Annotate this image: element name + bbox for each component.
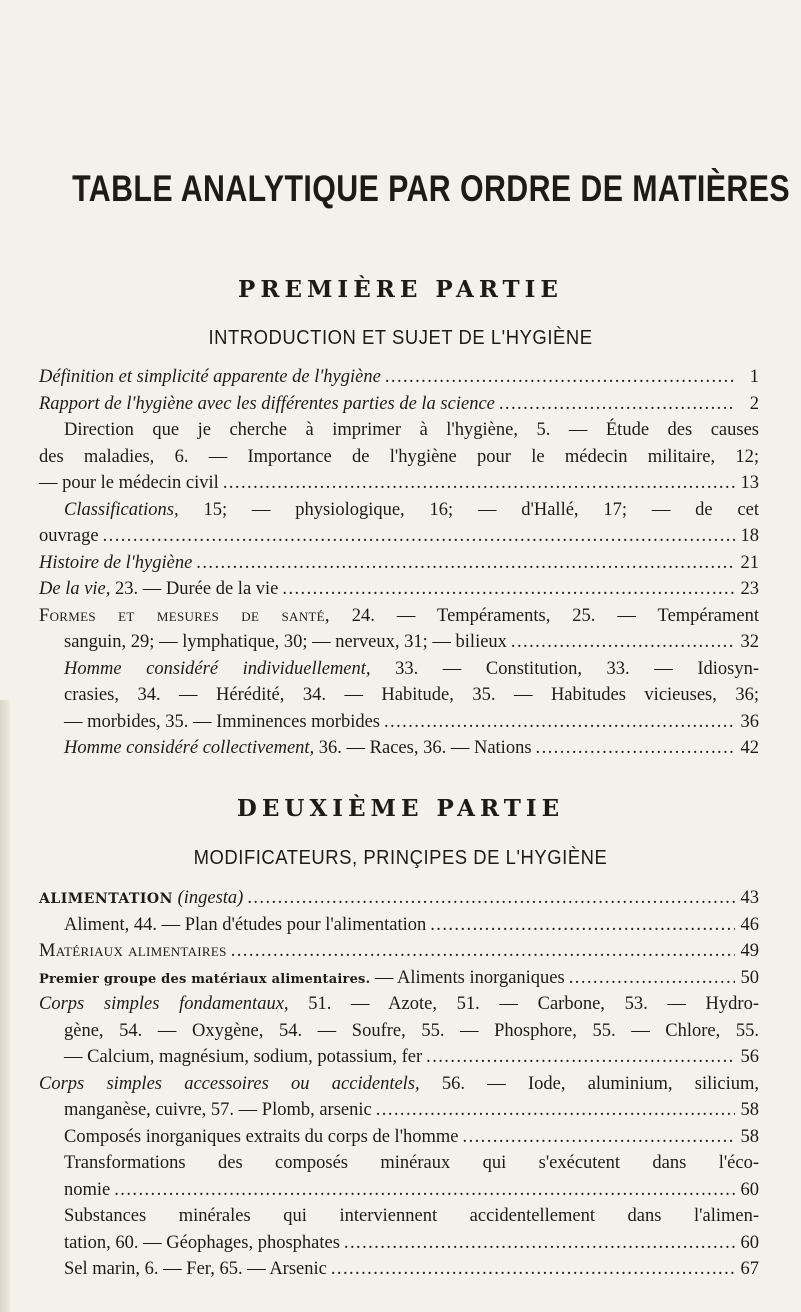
toc-entry-text: Rapport de l'hygiène avec les différentes parties de la science — [39, 393, 495, 414]
toc-entry-continuation — [39, 1230, 759, 1257]
toc-entry-text: nomie — [64, 1179, 111, 1200]
toc-entry-continuation — [39, 709, 759, 736]
toc-part-two — [39, 885, 759, 1283]
toc-entry-text: Histoire de l'hygiène — [39, 552, 193, 573]
toc-entry-text: Transformations des composés minéraux qui s'exécutent dans l'éco- — [64, 1153, 759, 1173]
toc-entry — [39, 656, 759, 683]
dot-leader — [344, 1230, 735, 1257]
toc-entry-text — [64, 735, 532, 762]
toc-entry-continuation — [39, 1018, 759, 1045]
page-number: 43 — [740, 888, 759, 908]
dot-leader — [231, 938, 735, 965]
toc-entry-text: crasies, 34. — Hérédité, 34. — Habitude, 35. — Habitudes vicieuses, 36; — [64, 685, 759, 705]
toc-entry — [39, 938, 759, 965]
toc-entry-italic: Corps simples accessoires ou accidentels, — [39, 1073, 420, 1094]
toc-entry — [39, 912, 759, 939]
toc-entry — [39, 364, 759, 391]
toc-entry-bold: ALIMENTATION — [39, 891, 173, 907]
toc-entry-italic: De la vie, — [39, 579, 111, 599]
toc-entry-rest: 23. — Durée de la vie — [110, 579, 279, 599]
toc-entry — [39, 576, 759, 603]
toc-entry-continuation — [39, 1044, 759, 1071]
toc-entry — [39, 1203, 759, 1230]
toc-entry-bold: Premier groupe des matériaux alimentaires. — [39, 971, 371, 987]
toc-entry — [39, 391, 759, 418]
toc-entry-text — [64, 497, 759, 524]
toc-entry-text: Définition et simplicité apparente de l'hygiène — [39, 367, 381, 387]
toc-entry-rest: — Aliments inorganiques — [370, 967, 565, 988]
page-number: 67 — [740, 1259, 759, 1279]
dot-leader — [511, 629, 735, 656]
toc-entry-text: Direction que je cherche à imprimer à l'hygiène, 5. — Étude des causes — [64, 420, 759, 440]
toc-entry-rest: 15; — physiologique, 16; — d'Hallé, 17; — de cet — [178, 499, 759, 520]
toc-entry — [39, 417, 759, 444]
toc-entry-text: — morbides, 35. — Imminences morbides — [64, 711, 380, 732]
page-number: 36 — [740, 711, 759, 732]
toc-entry-rest: 36. — Races, 36. — Nations — [314, 738, 532, 758]
toc-entry-text: sanguin, 29; — lymphatique, 30; — nerveux, 31; — bilieux — [64, 632, 507, 652]
page-number: 21 — [740, 552, 759, 573]
toc-entry-smallcaps: Formes et mesures de santé, — [39, 605, 330, 626]
toc-entry — [39, 1071, 759, 1098]
toc-entry — [39, 1124, 759, 1151]
dot-leader — [384, 709, 735, 736]
toc-entry-text: — pour le médecin civil — [39, 473, 219, 493]
page-number: 23 — [740, 579, 759, 599]
toc-entry-rest: 51. — Azote, 51. — Carbone, 53. — Hydro- — [288, 994, 759, 1014]
toc-entry-italic: Classifications, — [64, 499, 179, 520]
part-one-section-heading: INTRODUCTION ET SUJET DE L'HYGIÈNE — [208, 326, 593, 349]
part-one-heading: PREMIÈRE PARTIE — [238, 276, 563, 303]
page-edge-shadow — [0, 700, 10, 1312]
dot-leader — [196, 550, 735, 577]
page-number: 58 — [740, 1126, 759, 1147]
toc-entry-text: Sel marin, 6. — Fer, 65. — Arsenic — [64, 1259, 327, 1279]
toc-entry-text: des maladies, 6. — Importance de l'hygiène pour le médecin militaire, 12; — [39, 446, 759, 467]
dot-leader — [569, 965, 735, 992]
page-number: 42 — [740, 738, 759, 758]
dot-leader — [331, 1256, 735, 1283]
toc-entry-text — [39, 1071, 759, 1098]
toc-entry-text: manganèse, cuivre, 57. — Plomb, arsenic — [64, 1100, 372, 1120]
toc-entry-text: Composés inorganiques extraits du corps de l'homme — [64, 1126, 459, 1147]
toc-entry-continuation — [39, 682, 759, 709]
dot-leader — [223, 470, 735, 497]
toc-entry — [39, 1150, 759, 1177]
dot-leader — [247, 885, 735, 912]
toc-entry — [39, 965, 759, 992]
toc-entry-italic: (ingesta) — [172, 888, 244, 908]
toc-entry-rest: 24. — Tempéraments, 25. — Tempérament — [329, 605, 759, 626]
toc-entry-continuation — [39, 1177, 759, 1204]
toc-entry-continuation — [39, 629, 759, 656]
page-number: 2 — [749, 393, 759, 414]
page-number: 60 — [740, 1179, 759, 1200]
toc-entry-text — [39, 603, 759, 630]
page-number: 49 — [740, 941, 759, 961]
toc-entry — [39, 497, 759, 524]
toc-entry-text: tation, 60. — Géophages, phosphates — [64, 1232, 340, 1253]
page-number: 1 — [749, 367, 759, 387]
toc-entry-rest: 56. — Iode, aluminium, silicium, — [419, 1073, 759, 1094]
toc-entry-continuation — [39, 470, 759, 497]
toc-entry-text — [64, 656, 759, 683]
toc-entry-continuation — [39, 444, 759, 471]
toc-entry-text: Matériaux alimentaires — [39, 941, 227, 961]
toc-entry — [39, 1256, 759, 1283]
dot-leader — [430, 912, 735, 939]
toc-entry — [39, 550, 759, 577]
page-number: 56 — [740, 1047, 759, 1067]
page-number: 58 — [740, 1100, 759, 1120]
toc-entry — [39, 885, 759, 912]
toc-entry-italic: Corps simples fondamentaux, — [39, 994, 289, 1014]
dot-leader — [499, 391, 735, 418]
dot-leader — [463, 1124, 735, 1151]
dot-leader — [376, 1097, 735, 1124]
toc-entry-text — [39, 991, 759, 1018]
toc-entry-text: gène, 54. — Oxygène, 54. — Soufre, 55. — Phosphore, 55. — Chlore, 55. — [64, 1020, 759, 1041]
part-two-section-heading: MODIFICATEURS, PRINÇIPES DE L'HYGIÈNE — [193, 846, 608, 869]
toc-entry — [39, 735, 759, 762]
part-two-heading: DEUXIÈME PARTIE — [236, 795, 565, 822]
toc-entry-continuation — [39, 523, 759, 550]
dot-leader — [282, 576, 735, 603]
toc-entry — [39, 991, 759, 1018]
dot-leader — [103, 523, 735, 550]
page-number: 13 — [740, 473, 759, 493]
toc-entry-italic: Homme considéré individuellement, — [64, 658, 371, 679]
dot-leader — [114, 1177, 735, 1204]
toc-entry-text: ouvrage — [39, 526, 99, 546]
toc-entry-text — [39, 576, 278, 603]
toc-entry — [39, 603, 759, 630]
dot-leader — [536, 735, 735, 762]
toc-entry-italic: Homme considéré collectivement, — [64, 738, 315, 758]
dot-leader — [385, 364, 735, 391]
toc-entry-text — [39, 965, 565, 994]
page-number: 18 — [740, 526, 759, 546]
dot-leader — [426, 1044, 735, 1071]
toc-entry-text: Substances minérales qui interviennent accidentellement dans l'alimen- — [64, 1206, 759, 1226]
toc-part-one — [39, 364, 759, 762]
page-number: 60 — [740, 1232, 759, 1253]
toc-entry-continuation — [39, 1097, 759, 1124]
toc-entry-text: Aliment, 44. — Plan d'études pour l'alimentation — [64, 914, 427, 935]
page-number: 50 — [740, 967, 759, 988]
page-number: 32 — [740, 632, 759, 652]
toc-entry-text: — Calcium, magnésium, sodium, potassium, fer — [64, 1047, 423, 1067]
page-title: TABLE ANALYTIQUE PAR ORDRE DE MATIÈRES — [72, 168, 791, 209]
toc-entry-text — [39, 885, 243, 913]
toc-entry-rest: 33. — Constitution, 33. — Idiosyn- — [370, 658, 759, 679]
page-number: 46 — [740, 914, 759, 935]
